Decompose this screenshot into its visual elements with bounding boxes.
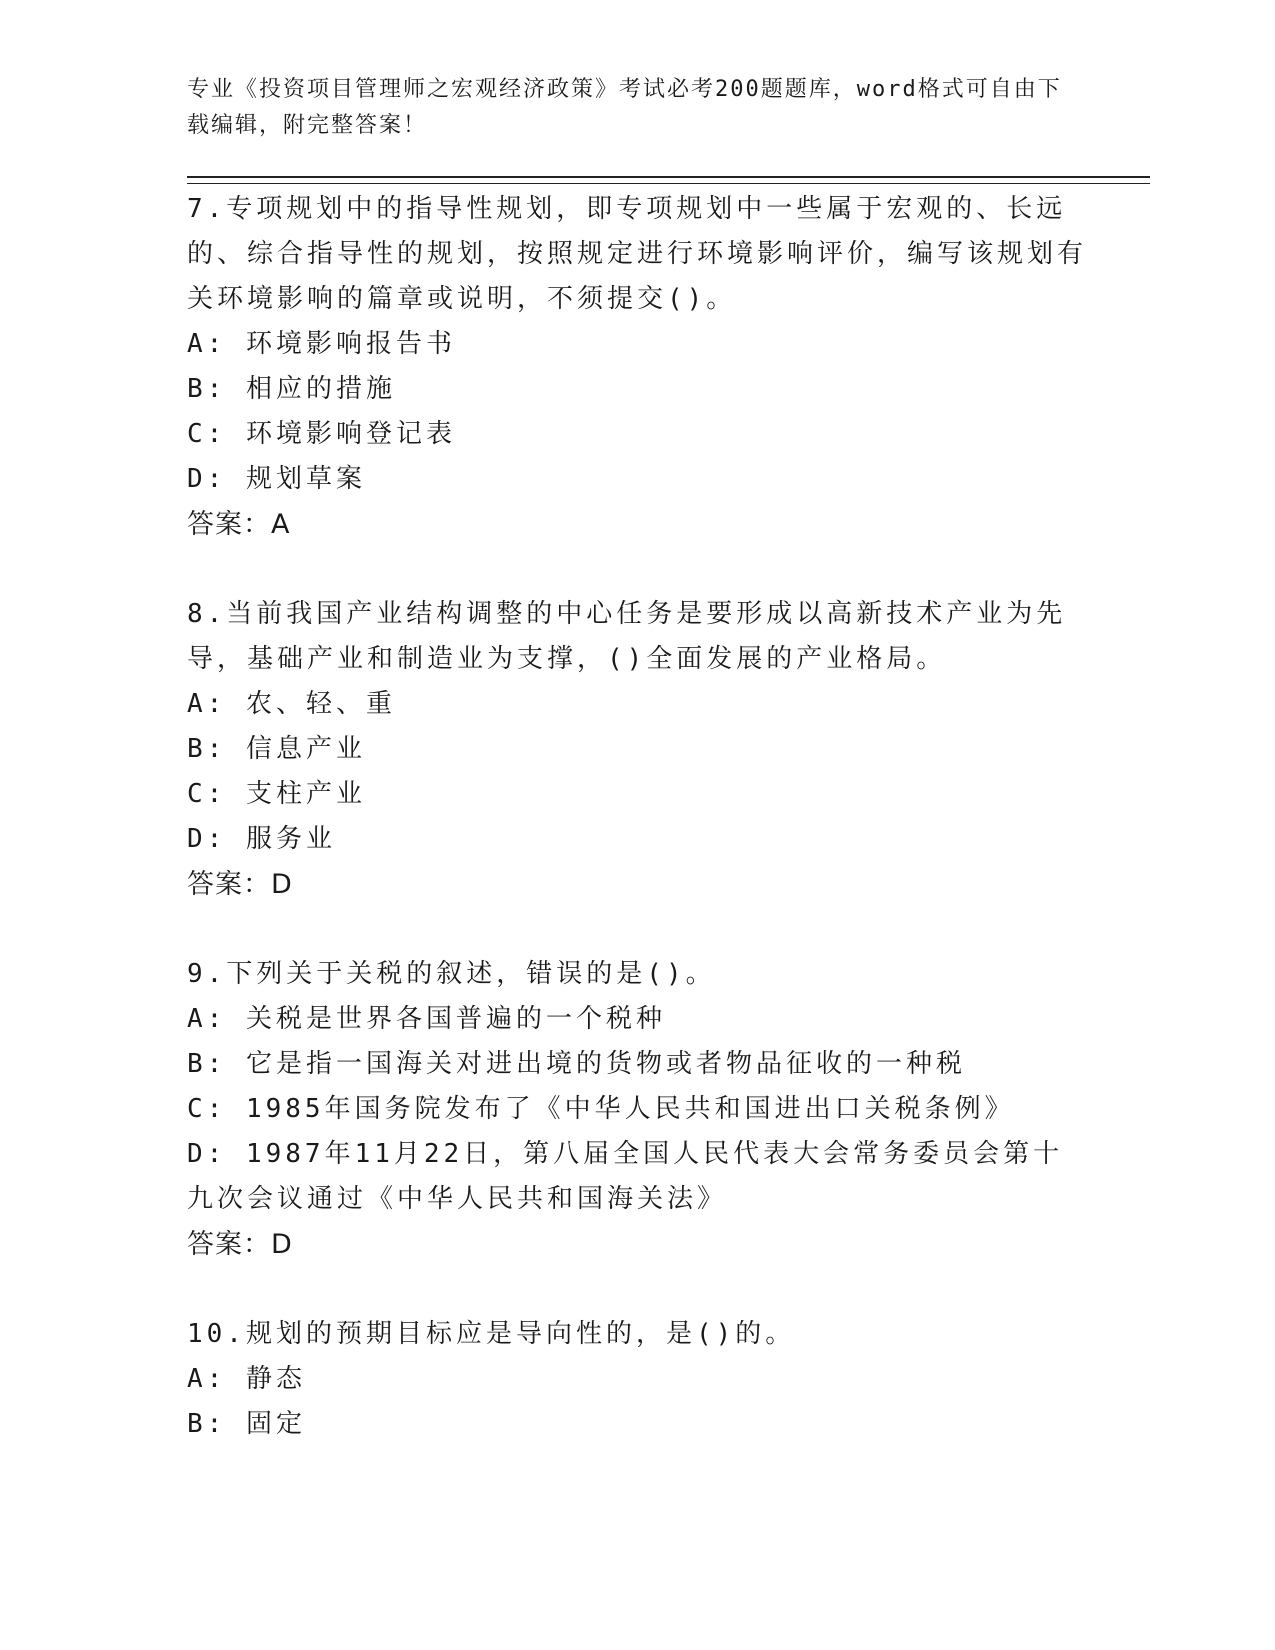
- option-b: B: 固定: [187, 1409, 306, 1439]
- question-9: [187, 952, 1087, 1267]
- spacer: [187, 907, 1087, 952]
- header-divider: [187, 176, 1150, 178]
- spacer: [187, 1267, 1087, 1312]
- header-divider-thin: [187, 183, 1150, 184]
- option-c: C: 支柱产业: [187, 779, 366, 809]
- document-header: 专业《投资项目管理师之宏观经济政策》考试必考200题题库，word格式可自由下载编辑，附完整答案！: [187, 77, 1062, 138]
- question-text: 8.当前我国产业结构调整的中心任务是要形成以高新技术产业为先导，基础产业和制造业为支撑，()全面发展的产业格局。: [187, 599, 1067, 674]
- option-c: C: 1985年国务院发布了《中华人民共和国进出口关税条例》: [187, 1094, 1015, 1124]
- question-8: [187, 592, 1087, 907]
- option-d: D: 规划草案: [187, 464, 366, 494]
- question-text: 7.专项规划中的指导性规划，即专项规划中一些属于宏观的、长远的、综合指导性的规划，按照规定进行环境影响评价，编写该规划有关环境影响的篇章或说明，不须提交()。: [187, 194, 1088, 314]
- option-b: B: 它是指一国海关对进出境的货物或者物品征收的一种税: [187, 1049, 966, 1079]
- spacer: [187, 547, 1087, 592]
- question-text: 10.规划的预期目标应是导向性的，是()的。: [187, 1319, 796, 1349]
- option-a: A: 关税是世界各国普遍的一个税种: [187, 1004, 666, 1034]
- option-d: D: 1987年11月22日，第八届全国人民代表大会常务委员会第十九次会议通过《中华人民共和国海关法》: [187, 1139, 1064, 1214]
- answer-line: 答案：D: [187, 1229, 293, 1260]
- option-b: B: 信息产业: [187, 734, 366, 764]
- option-a: A: 环境影响报告书: [187, 329, 456, 359]
- question-7: [187, 187, 1087, 547]
- option-c: C: 环境影响登记表: [187, 419, 456, 449]
- option-d: D: 服务业: [187, 824, 336, 854]
- question-list: [187, 187, 1087, 1447]
- option-a: A: 农、轻、重: [187, 689, 396, 719]
- option-a: A: 静态: [187, 1364, 306, 1394]
- question-text: 9.下列关于关税的叙述，错误的是()。: [187, 959, 716, 989]
- answer-line: 答案：A: [187, 509, 291, 540]
- question-10: [187, 1312, 1087, 1447]
- option-b: B: 相应的措施: [187, 374, 396, 404]
- answer-line: 答案：D: [187, 869, 293, 900]
